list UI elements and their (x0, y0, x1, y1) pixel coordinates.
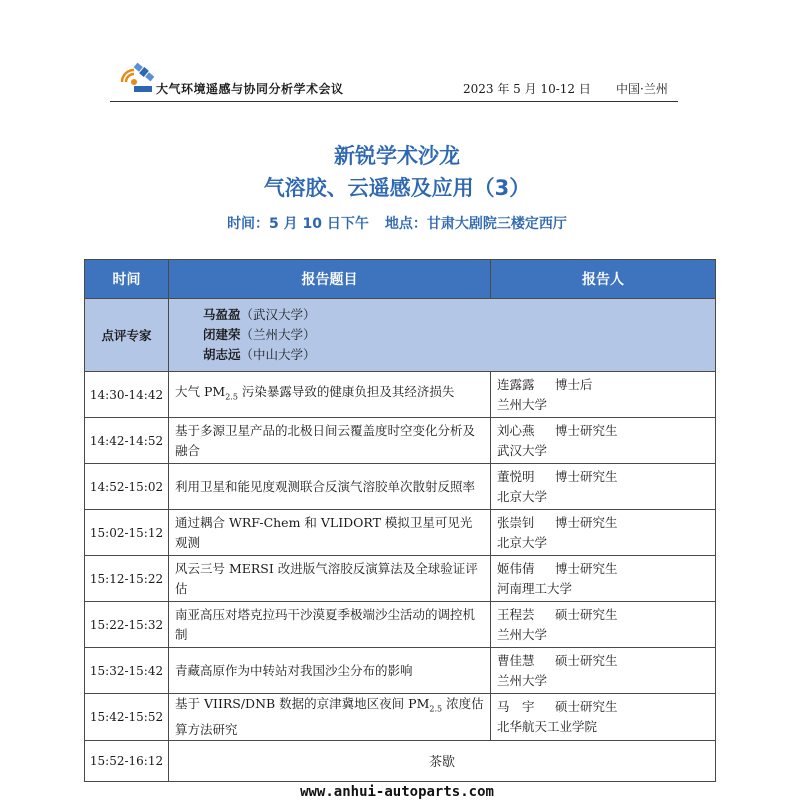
session-time: 时间：5 月 10 日下午 (227, 216, 369, 232)
session-title: 气溶胶、云遥感及应用（3） (263, 176, 531, 200)
talk-topic: 南亚高压对塔克拉玛干沙漠夏季极端沙尘活动的调控机制 (169, 602, 491, 648)
session-info (0, 213, 794, 233)
talk-time: 15:02-15:12 (85, 510, 169, 556)
table-header-row (85, 260, 716, 299)
break-label: 茶歇 (169, 740, 716, 781)
talk-time: 15:42-15:52 (85, 694, 169, 741)
talk-speaker: 连露露 博士后 兰州大学 (491, 372, 716, 418)
header-speaker: 报告人 (491, 260, 716, 299)
talk-topic: 基于多源卫星产品的北极日间云覆盖度时空变化分析及融合 (169, 418, 491, 464)
reviewer-item: 胡志远（中山大学） (203, 347, 316, 362)
break-row (85, 740, 716, 781)
reviewer-item: 马盈盈（武汉大学） (203, 307, 316, 322)
schedule-table (84, 259, 716, 782)
talk-time: 15:22-15:32 (85, 602, 169, 648)
talk-topic: 基于 VIIRS/DNB 数据的京津冀地区夜间 $PM_{2.5}$ 浓度估算方法研究 (169, 694, 491, 741)
talk-speaker: 王程芸 硕士研究生 兰州大学 (491, 602, 716, 648)
talk-topic: 青藏高原作为中转站对我国沙尘分布的影响 (169, 648, 491, 694)
break-time: 15:52-16:12 (85, 740, 169, 781)
talk-speaker: 姬伟倩 博士研究生 河南理工大学 (491, 556, 716, 602)
reviewer-item: 闭建荣（兰州大学） (203, 327, 316, 342)
talk-topic: 大气 $PM_{2.5}$ 污染暴露导致的健康负担及其经济损失 (169, 372, 491, 418)
talk-speaker: 董悦明 博士研究生 北京大学 (491, 464, 716, 510)
page-header (110, 56, 678, 100)
talk-time: 14:52-15:02 (85, 464, 169, 510)
satellite-logo-icon (120, 58, 156, 94)
talk-speaker: 张崇钊 博士研究生 北京大学 (491, 510, 716, 556)
talk-topic: 利用卫星和能见度观测联合反演气溶胶单次散射反照率 (169, 464, 491, 510)
page-title: 新锐学术沙龙 (334, 144, 460, 168)
talk-time: 15:32-15:42 (85, 648, 169, 694)
table-row (85, 418, 716, 464)
table-row (85, 510, 716, 556)
table-row (85, 694, 716, 741)
talk-topic: 通过耦合 WRF-Chem 和 VLIDORT 模拟卫星可见光观测 (169, 510, 491, 556)
talk-speaker: 曹佳慧 硕士研究生 兰州大学 (491, 648, 716, 694)
table-row (85, 648, 716, 694)
table-row (85, 602, 716, 648)
reviewer-label: 点评专家 (85, 299, 169, 372)
header-topic: 报告题目 (169, 260, 491, 299)
session-venue: 地点：甘肃大剧院三楼定西厅 (384, 216, 567, 232)
talk-time: 14:42-14:52 (85, 418, 169, 464)
conference-date: 2023 年 5 月 10-12 日 (463, 82, 591, 96)
talk-time: 15:12-15:22 (85, 556, 169, 602)
watermark: www.anhui-autoparts.com (300, 784, 494, 800)
reviewer-list (169, 299, 716, 372)
header-divider (110, 101, 678, 102)
talk-speaker: 马 宇 硕士研究生 北华航天工业学院 (491, 694, 716, 741)
table-row (85, 464, 716, 510)
talk-time: 14:30-14:42 (85, 372, 169, 418)
header-time: 时间 (85, 260, 169, 299)
conference-location: 中国·兰州 (616, 82, 668, 96)
conference-name: 大气环境遥感与协同分析学术会议 (156, 82, 344, 96)
talk-speaker: 刘心燕 博士研究生 武汉大学 (491, 418, 716, 464)
reviewer-row (85, 299, 716, 372)
table-row (85, 556, 716, 602)
talk-topic: 风云三号 MERSI 改进版气溶胶反演算法及全球验证评估 (169, 556, 491, 602)
table-row (85, 372, 716, 418)
